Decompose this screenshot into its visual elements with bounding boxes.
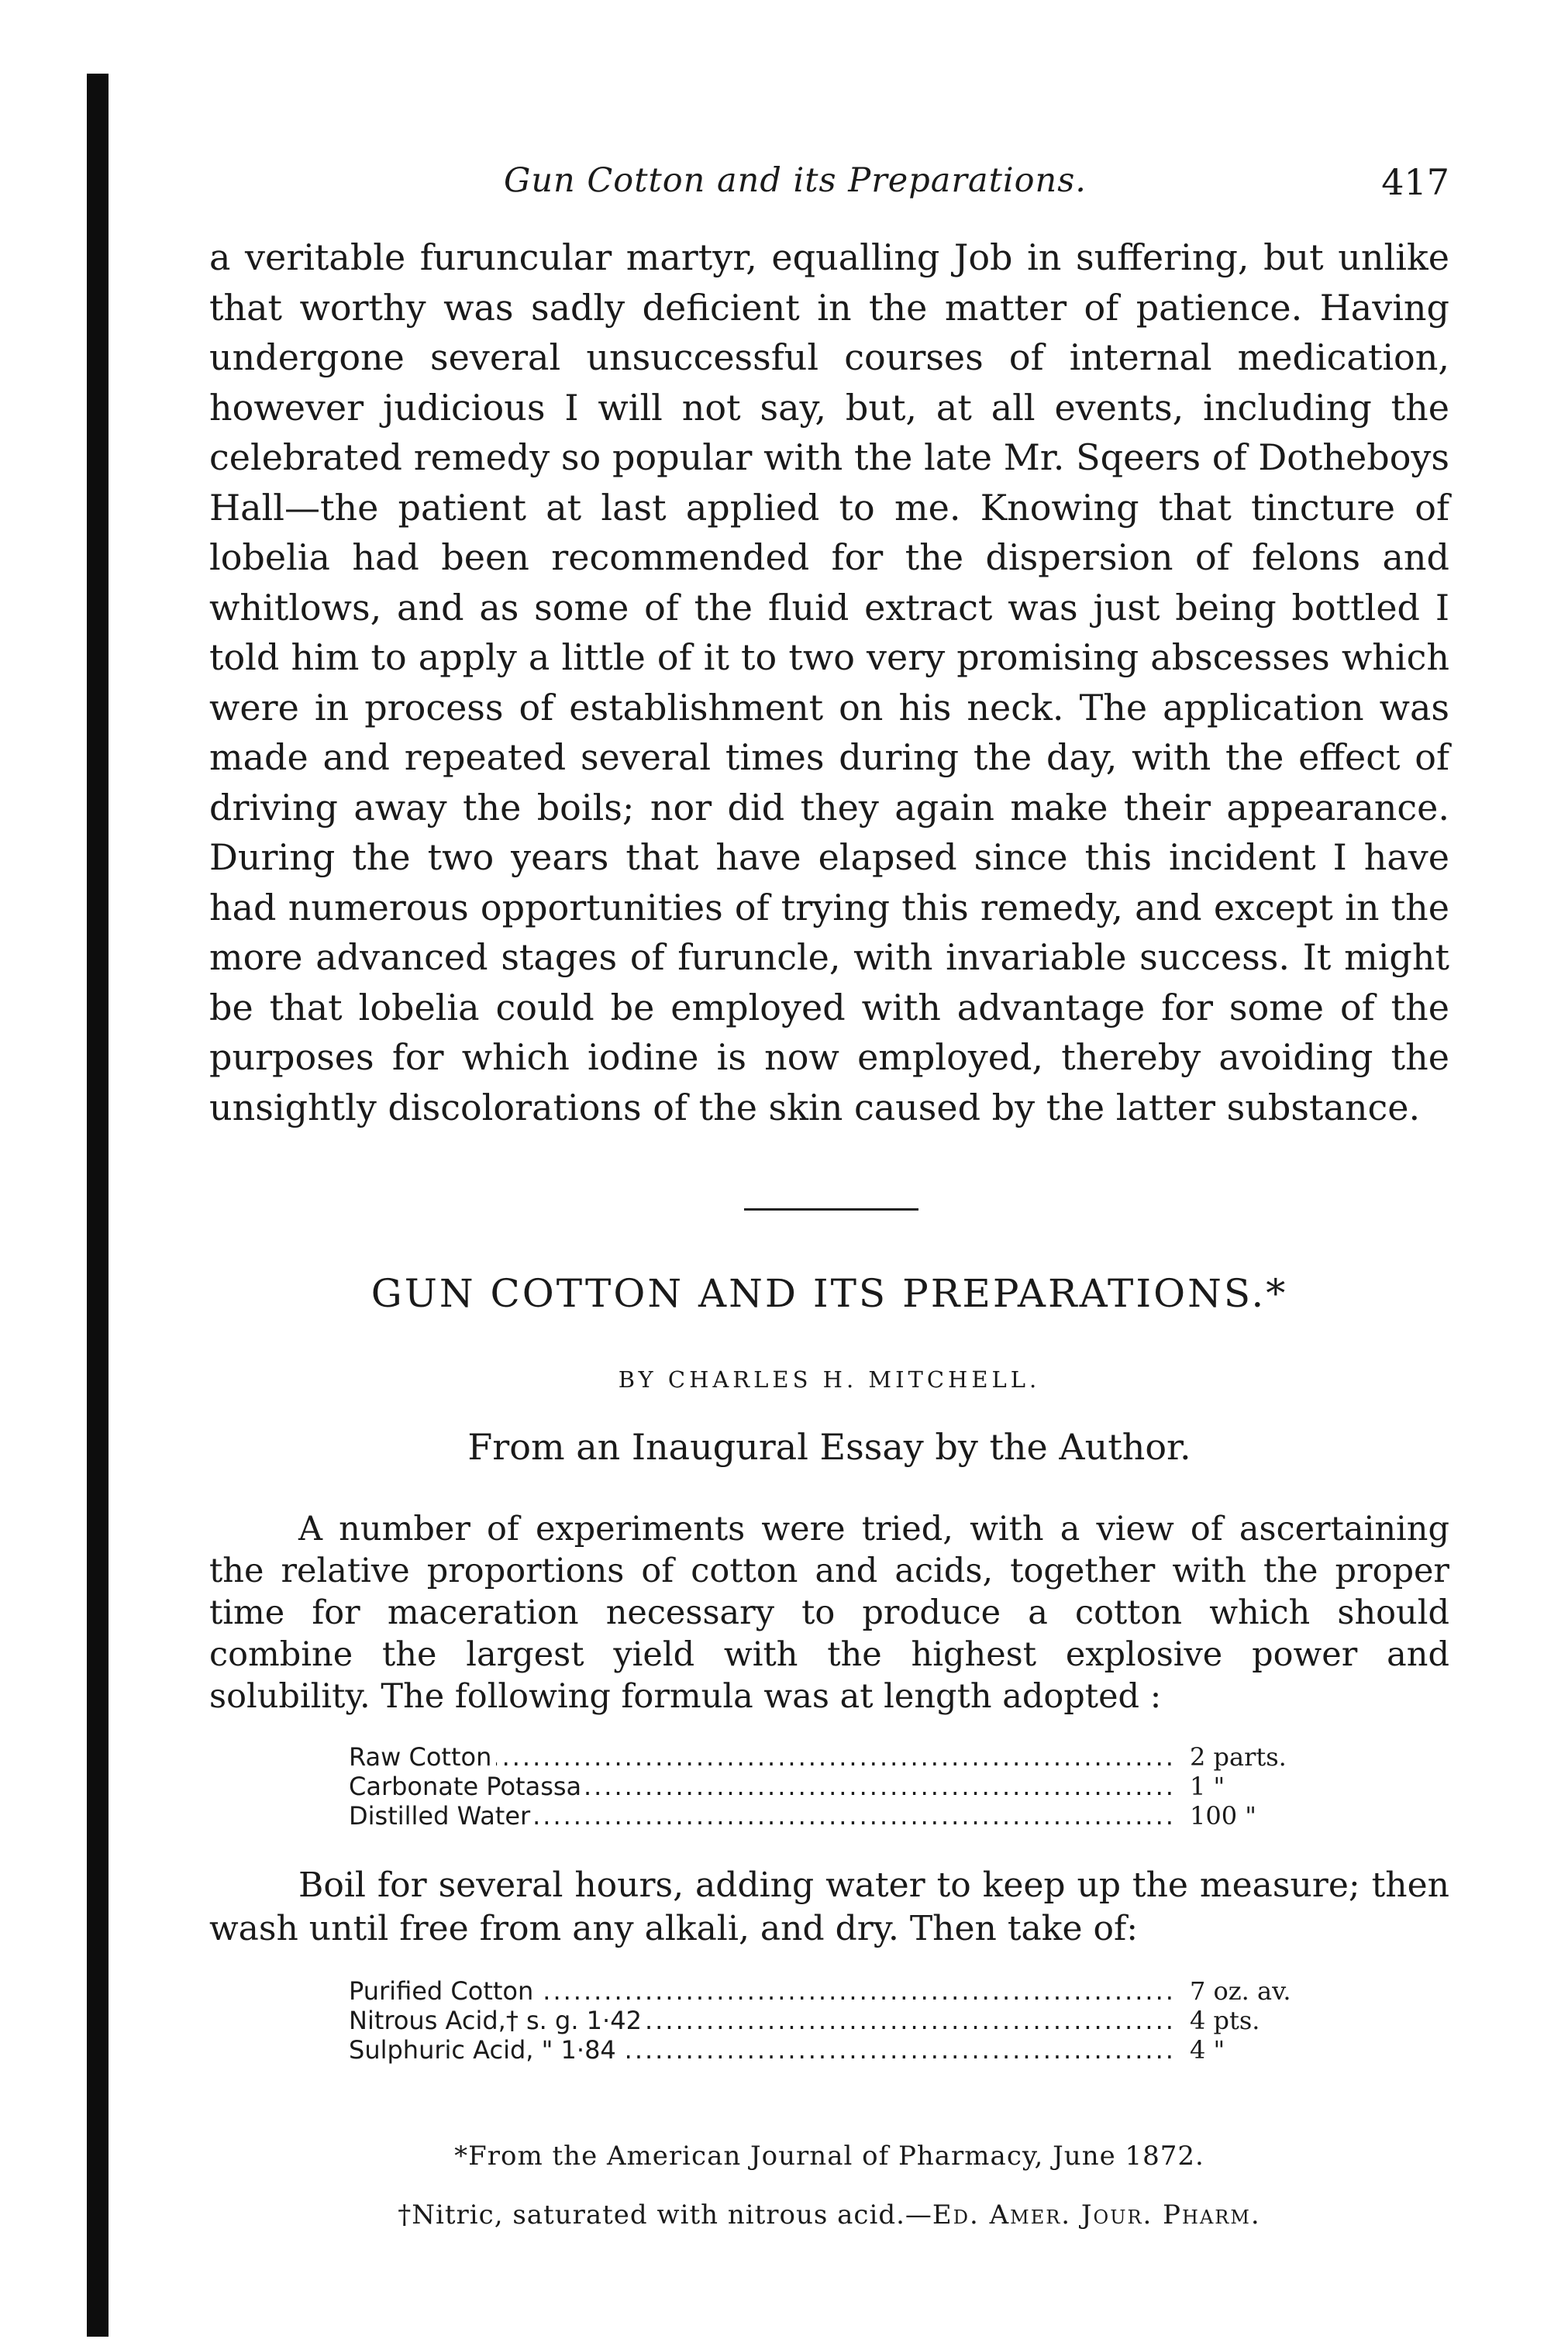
formula-row	[349, 1976, 1387, 2006]
ingredient-name: Nitrous Acid,† s. g. 1·42	[349, 2006, 646, 2035]
footnote-nitric-text: †Nitric, saturated with nitrous acid.—	[398, 2199, 932, 2230]
formula-row	[349, 1742, 1387, 1772]
ingredient-quantity: 4 "	[1190, 2035, 1225, 2065]
article-paragraph-2	[209, 1864, 1449, 1951]
running-title: Gun Cotton and its Preparations.	[504, 161, 1087, 200]
section-divider	[744, 1208, 918, 1211]
ingredient-name: Raw Cotton	[349, 1742, 496, 1772]
formula-list-1	[349, 1742, 1387, 1831]
ingredient-quantity: 100 "	[1190, 1801, 1256, 1831]
article-paragraph-1	[209, 1508, 1449, 1717]
continued-paragraph: a veritable furuncular martyr, equalling Job in suffering, but unlike that worthy was sadly deficient in the matter of patience. Having undergone several unsuccessful courses of internal medication, however judicious I will not say, but, at all events, including the celebrated remedy so popular with the late Mr. Sqeers of Dotheboys Hall—the patient at last applied to me. Knowing that tincture of lobelia had been recommended for the dispersion of felons and whitlows, and as some of the fluid extract was just being bottled I told him to apply a little of it to two very promising abscesses which were in process of establishment on his neck. The application was made and repeated several times during the day, with the effect of driving away the boils; nor did they again make their appearance. During the two years that have elapsed since this incident I have had numerous opportunities of trying this remedy, and except in the more advanced stages of furuncle, with invariable success. It might be that lobelia could be employed with advantage for some of the purposes for which iodine is now employed, thereby avoiding the unsightly discolorations of the skin caused by the latter substance.	[209, 236, 1449, 1128]
binding-edge-bar	[87, 74, 109, 2337]
footnote-nitric	[209, 2199, 1449, 2230]
footnote-nitric-citation: Ed. Amer. Jour. Pharm.	[932, 2199, 1261, 2230]
byline: BY CHARLES H. MITCHELL.	[618, 1366, 1041, 1393]
footnote-source: *From the American Journal of Pharmacy, June 1872.	[454, 2141, 1204, 2172]
article-paragraph-1-text: A number of experiments were tried, with a view of ascertaining the relative proportions of cotton and acids, together with the proper time for maceration necessary to produce a cotton which should combine the largest yield with the highest explosive power and solubility. The following formula was at length adopted :	[209, 1510, 1449, 1716]
ingredient-quantity: 2 parts.	[1190, 1742, 1287, 1772]
ingredient-quantity: 1 "	[1190, 1772, 1225, 1801]
ingredient-name: Sulphuric Acid, " 1·84	[349, 2035, 621, 2065]
ingredient-name: Distilled Water	[349, 1801, 535, 1831]
ingredient-quantity: 7 oz. av.	[1190, 1976, 1291, 2006]
source-line: From an Inaugural Essay by the Author.	[467, 1426, 1191, 1468]
article-title: GUN COTTON AND ITS PREPARATIONS.*	[370, 1271, 1288, 1316]
ingredient-name: Purified Cotton	[349, 1976, 538, 2006]
formula-row	[349, 1801, 1387, 1831]
running-head	[209, 161, 1449, 223]
formula-row	[349, 2006, 1387, 2035]
ingredient-quantity: 4 pts.	[1190, 2006, 1260, 2035]
formula-row	[349, 2035, 1387, 2065]
ingredient-name: Carbonate Potassa	[349, 1772, 586, 1801]
formula-row	[349, 1772, 1387, 1801]
page-number: 417	[1381, 161, 1449, 203]
article-paragraph-2-text: Boil for several hours, adding water to keep up the measure; then wash until free from any alkali, and dry. Then take of:	[209, 1865, 1449, 1948]
formula-list-2	[349, 1976, 1387, 2065]
